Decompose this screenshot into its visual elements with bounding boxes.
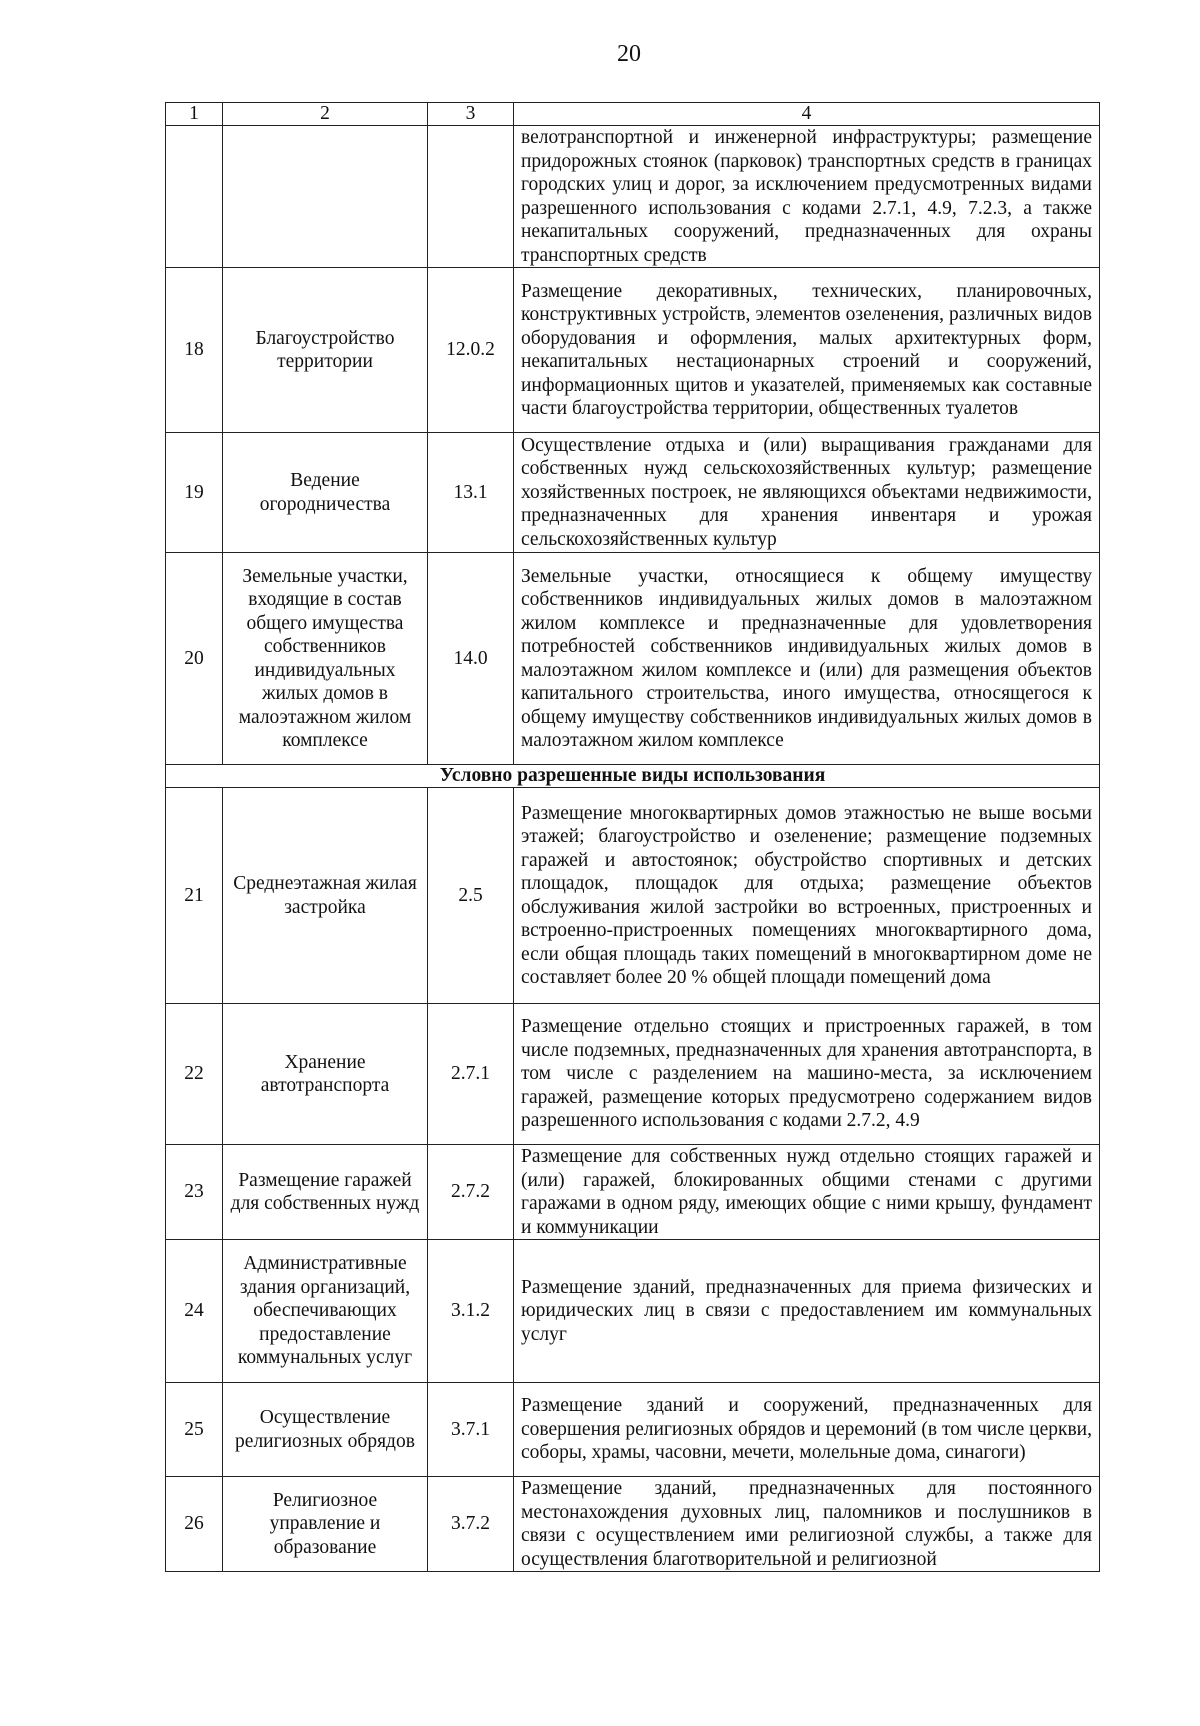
use-type-name [223, 126, 428, 268]
table-row [166, 553, 1100, 765]
use-type-code: 3.7.2 [428, 1477, 514, 1572]
use-type-code: 3.7.1 [428, 1383, 514, 1477]
use-type-name: Религиозное управление и образование [223, 1477, 428, 1572]
table-row [166, 126, 1100, 268]
use-type-code: 2.7.1 [428, 1004, 514, 1145]
row-number: 24 [166, 1240, 223, 1383]
row-number: 20 [166, 553, 223, 765]
use-type-description: Размещение зданий, предназначенных для приема физических и юридических лиц в связи с предоставлением им коммунальных услуг [514, 1240, 1100, 1383]
use-type-description: велотранспортной и инженерной инфраструктуры; размещение придорожных стоянок (парковок) транспортных средств в границах городских улиц и дорог, за исключением предусмотренных видами разрешенного использования с кодами 2.7.1, 4.9, 7.2.3, а также некапитальных сооружений, предназначенных для охраны транспортных средств [514, 126, 1100, 268]
column-header-2: 2 [223, 103, 428, 126]
use-type-code: 14.0 [428, 553, 514, 765]
use-type-name: Размещение гаражей для собственных нужд [223, 1145, 428, 1240]
use-type-description: Размещение многоквартирных домов этажностью не выше восьми этажей; благоустройство и озеленение; размещение подземных гаражей и автостоянок; обустройство спортивных и детских площадок, площадок для отдыха; размещение объектов обслуживания жилой застройки во встроенных, пристроенных и встроенно-пристроенных помещениях многоквартирного дома, если общая площадь таких помещений в многоквартирном доме не составляет более 20 % общей площади помещений дома [514, 788, 1100, 1004]
row-number: 23 [166, 1145, 223, 1240]
row-number: 18 [166, 268, 223, 433]
use-type-description: Размещение зданий и сооружений, предназначенных для совершения религиозных обрядов и церемоний (в том числе церкви, соборы, храмы, часовни, мечети, молельные дома, синагоги) [514, 1383, 1100, 1477]
use-type-name: Осуществление религиозных обрядов [223, 1383, 428, 1477]
use-type-code [428, 126, 514, 268]
column-header-3: 3 [428, 103, 514, 126]
row-number [166, 126, 223, 268]
use-type-name: Благоустройство территории [223, 268, 428, 433]
table-row [166, 268, 1100, 433]
use-type-description: Размещение зданий, предназначенных для постоянного местонахождения духовных лиц, паломников и послушников в связи с осуществлением ими религиозной службы, а также для осуществления благотворительной и религиозной [514, 1477, 1100, 1572]
section-header-row [166, 765, 1100, 788]
use-type-name: Хранение автотранспорта [223, 1004, 428, 1145]
table-row [166, 1145, 1100, 1240]
column-header-1: 1 [166, 103, 223, 126]
use-type-code: 2.7.2 [428, 1145, 514, 1240]
use-type-name: Земельные участки, входящие в состав общего имущества собственников индивидуальных жилых домов в малоэтажном жилом комплексе [223, 553, 428, 765]
row-number: 22 [166, 1004, 223, 1145]
use-type-description: Осуществление отдыха и (или) выращивания гражданами для собственных нужд сельскохозяйственных культур; размещение хозяйственных построек, не являющихся объектами недвижимости, предназначенных для хранения инвентаря и урожая сельскохозяйственных культур [514, 433, 1100, 553]
use-type-name: Ведение огородничества [223, 433, 428, 553]
table-row [166, 1004, 1100, 1145]
land-use-table [165, 102, 1100, 1572]
row-number: 26 [166, 1477, 223, 1572]
use-type-name: Среднеэтажная жилая застройка [223, 788, 428, 1004]
table-row [166, 788, 1100, 1004]
use-type-description: Размещение декоративных, технических, планировочных, конструктивных устройств, элементов озеленения, различных видов оборудования и оформления, малых архитектурных форм, некапитальных нестационарных строений и сооружений, информационных щитов и указателей, применяемых как составные части благоустройства территории, общественных туалетов [514, 268, 1100, 433]
row-number: 19 [166, 433, 223, 553]
use-type-code: 3.1.2 [428, 1240, 514, 1383]
use-type-name: Административные здания организаций, обеспечивающих предоставление коммунальных услуг [223, 1240, 428, 1383]
table-row [166, 1383, 1100, 1477]
section-title: Условно разрешенные виды использования [166, 765, 1100, 788]
use-type-code: 13.1 [428, 433, 514, 553]
table-row [166, 1240, 1100, 1383]
use-type-description: Размещение отдельно стоящих и пристроенных гаражей, в том числе подземных, предназначенных для хранения автотранспорта, в том числе с разделением на машино-места, за исключением гаражей, размещение которых предусмотрено содержанием видов разрешенного использования с кодами 2.7.2, 4.9 [514, 1004, 1100, 1145]
column-header-4: 4 [514, 103, 1100, 126]
use-type-code: 12.0.2 [428, 268, 514, 433]
page-number: 20 [617, 41, 641, 67]
row-number: 21 [166, 788, 223, 1004]
use-type-description: Земельные участки, относящиеся к общему имуществу собственников индивидуальных жилых домов в малоэтажном жилом комплексе и предназначенные для удовлетворения потребностей собственников индивидуальных жилых домов в малоэтажном жилом комплексе и (или) для размещения объектов капитального строительства, иного имущества, относящегося к общему имуществу собственников индивидуальных жилых домов в малоэтажном жилом комплексе [514, 553, 1100, 765]
table-header-row [166, 103, 1100, 126]
use-type-description: Размещение для собственных нужд отдельно стоящих гаражей и (или) гаражей, блокированных общими стенами с другими гаражами в одном ряду, имеющих общие с ними крышу, фундамент и коммуникации [514, 1145, 1100, 1240]
table-row [166, 1477, 1100, 1572]
use-type-code: 2.5 [428, 788, 514, 1004]
row-number: 25 [166, 1383, 223, 1477]
table-row [166, 433, 1100, 553]
